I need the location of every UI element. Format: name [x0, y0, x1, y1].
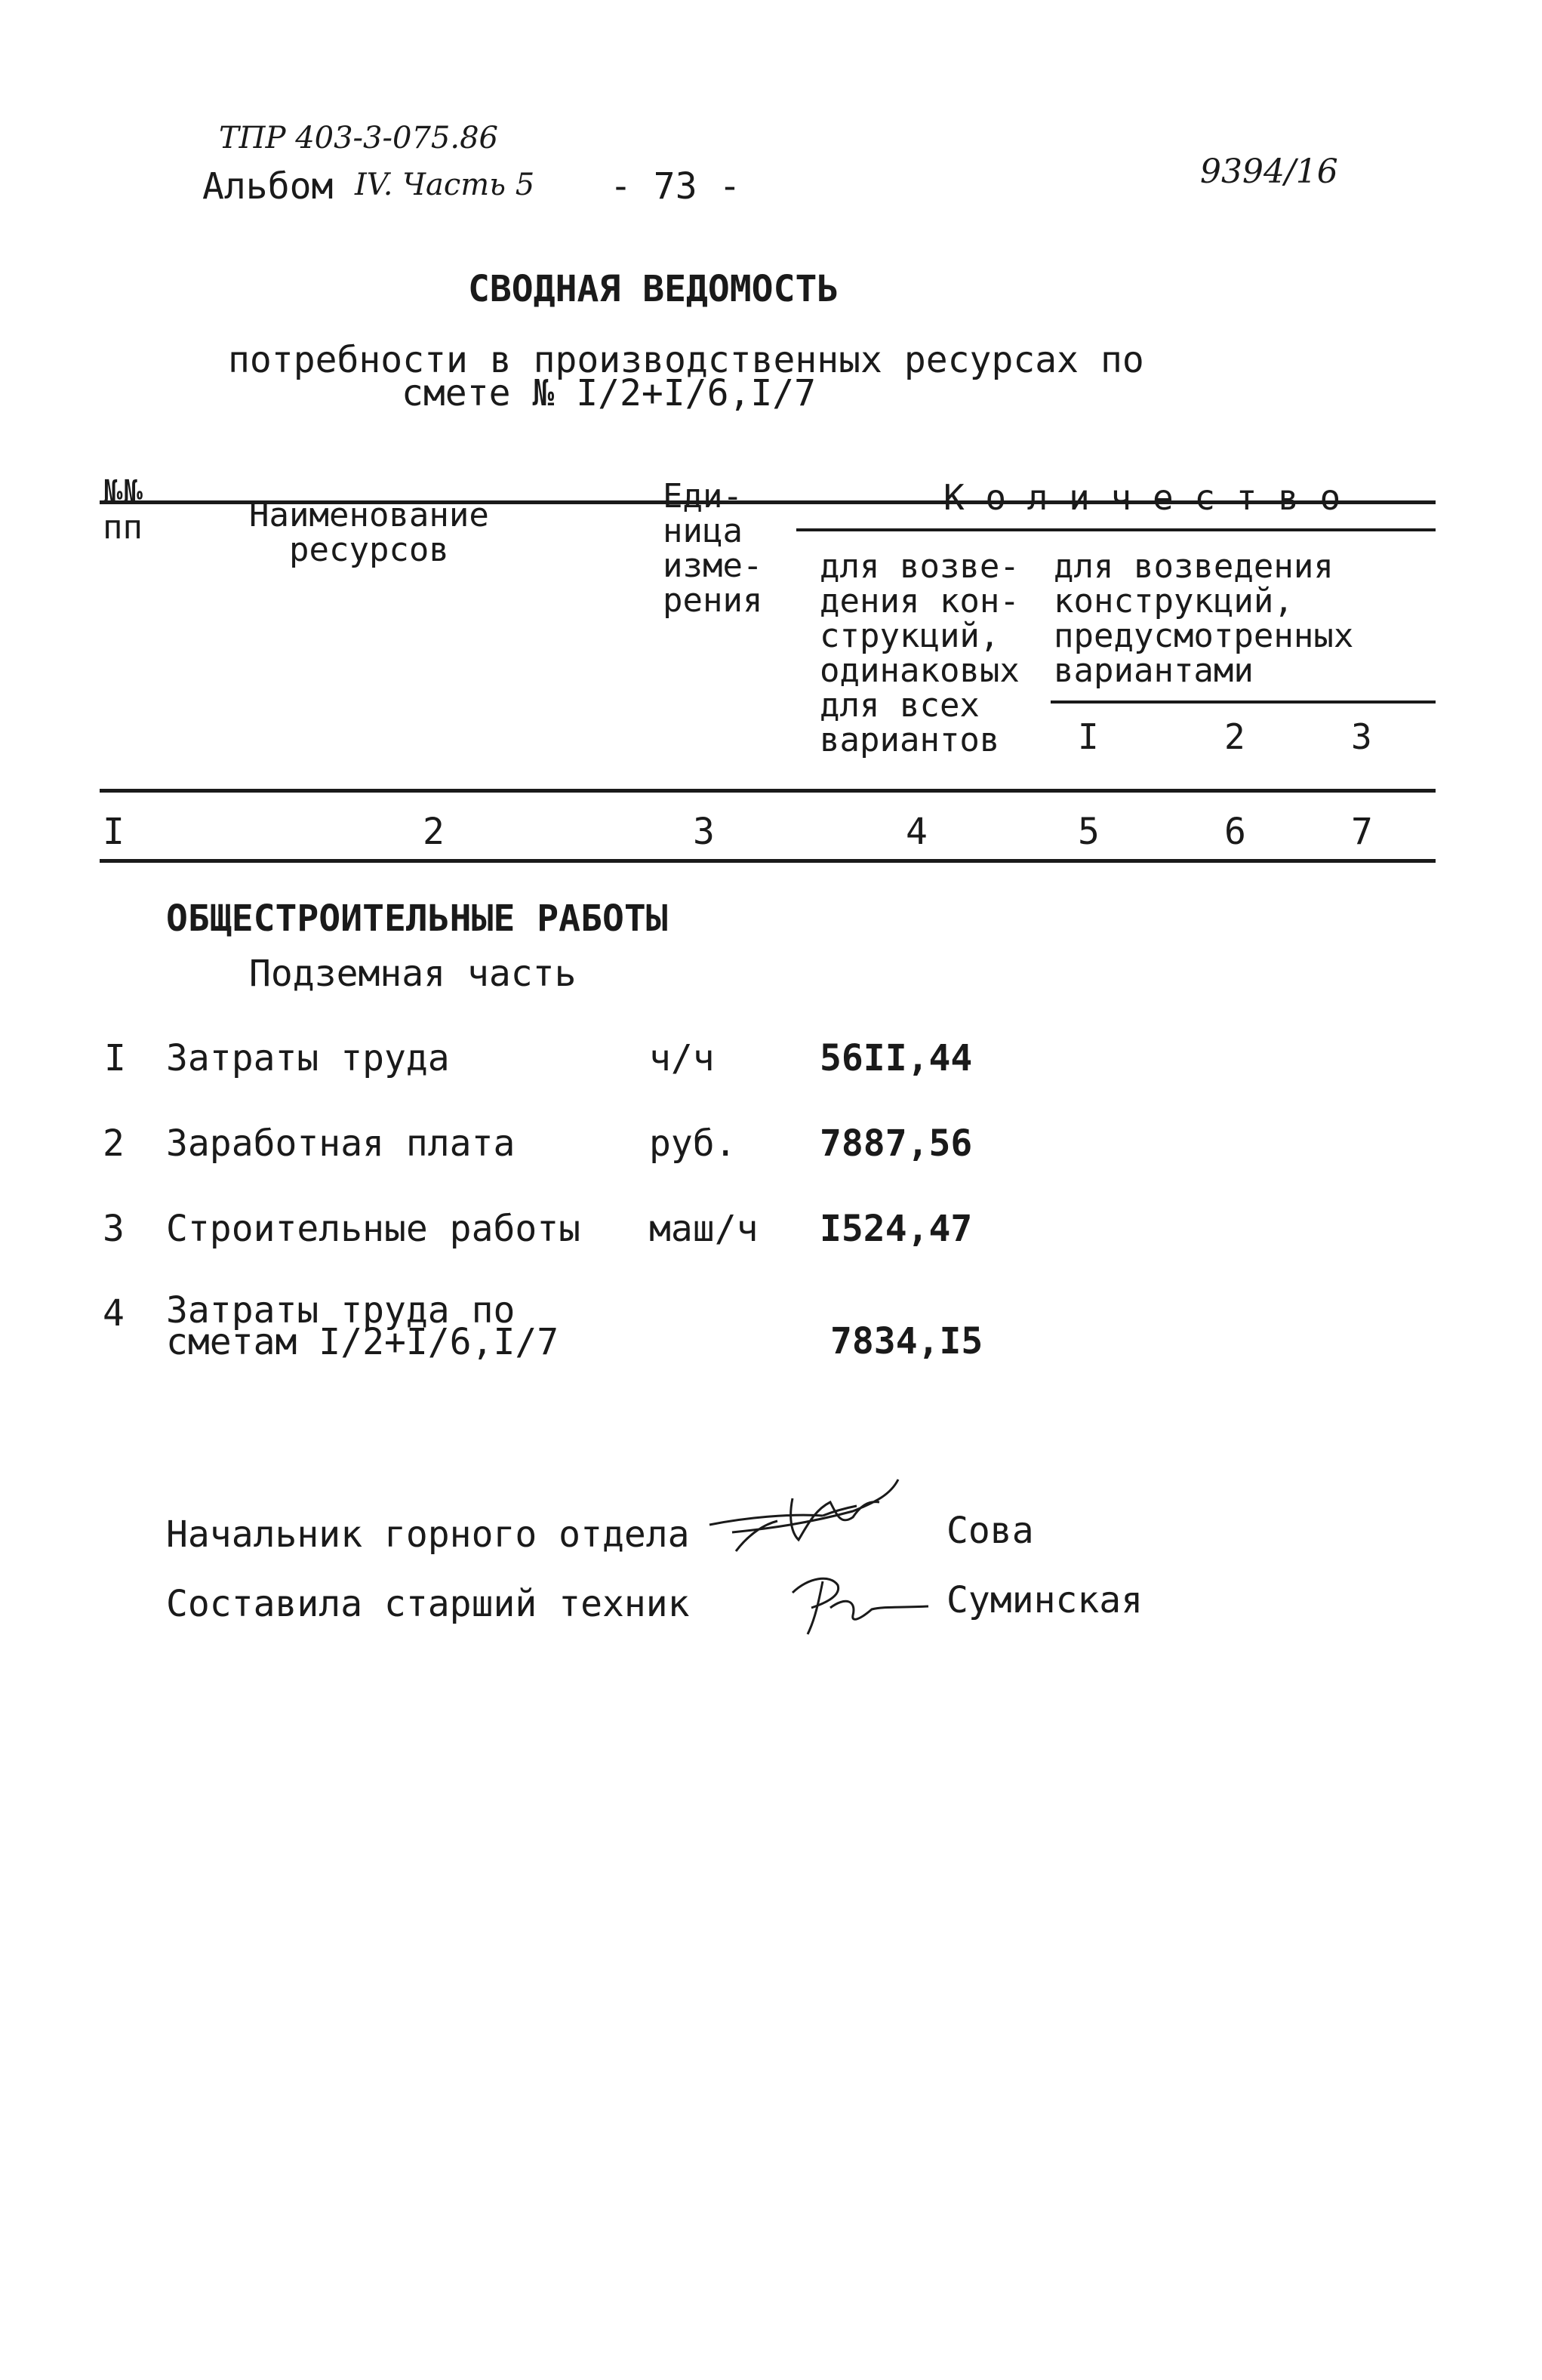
title-line-1: потребности в производственных ресурсах по	[228, 339, 1144, 381]
header-num: №№ пп	[103, 473, 143, 547]
row-1-unit: ч/ч	[649, 1037, 715, 1079]
row-1-value: 56II,44	[820, 1037, 973, 1079]
row-3-unit: маш/ч	[649, 1208, 759, 1250]
row-4-value: 7834,I5	[830, 1320, 983, 1362]
row-3-value: I524,47	[820, 1208, 973, 1250]
page-title: СВОДНАЯ ВЕДОМОСТЬ	[468, 268, 839, 310]
column-number-7: 7	[1351, 811, 1373, 853]
signature-scribble-2	[777, 1563, 951, 1646]
section-title: ОБЩЕСТРОИТЕЛЬНЫЕ РАБОТЫ	[166, 898, 668, 940]
signature-scribble-1	[702, 1472, 928, 1570]
quantity-rule	[796, 528, 1436, 531]
signature-role-1: Начальник горного отдела	[166, 1513, 690, 1556]
row-2-name: Заработная плата	[166, 1122, 516, 1165]
signature-name-1: Сова	[946, 1510, 1034, 1552]
variants-rule	[1051, 700, 1436, 704]
signature-name-2: Суминская	[946, 1579, 1143, 1621]
header-name: Наименование ресурсов	[249, 496, 489, 569]
album-label: Альбом	[202, 165, 334, 208]
header-bottom-rule	[100, 789, 1436, 793]
page-number: - 73 -	[610, 165, 741, 208]
row-3-num: 3	[103, 1208, 125, 1250]
row-4-num: 4	[103, 1292, 125, 1335]
row-3-name: Строительные работы	[166, 1208, 581, 1250]
row-2-unit: руб.	[649, 1122, 737, 1165]
album-value: IV. Часть 5	[355, 168, 535, 202]
header-variant-3: 3	[1351, 716, 1372, 757]
doc-code: ТПР 403-3-075.86	[219, 121, 498, 155]
row-1-num: I	[104, 1037, 126, 1079]
column-number-6: 6	[1224, 811, 1246, 853]
column-number-4: 4	[906, 811, 928, 853]
header-variant-1: I	[1078, 716, 1099, 757]
header-variant-2: 2	[1224, 716, 1245, 757]
title-line-2: смете № I/2+I/6,I/7	[402, 372, 817, 414]
row-4-name: Затраты труда по сметам I/2+I/6,I/7	[166, 1289, 559, 1363]
signature-role-2: Составила старший техник	[166, 1583, 690, 1625]
archive-number: 9394/16	[1200, 152, 1338, 191]
row-1-name: Затраты труда	[166, 1037, 450, 1079]
column-number-3: 3	[693, 811, 715, 853]
header-variants: для возведения конструкций, предусмотренных вариантами	[1054, 547, 1354, 690]
section-subtitle: Подземная часть	[249, 953, 577, 995]
row-2-num: 2	[103, 1122, 125, 1165]
header-common: для возве- дения кон- струкций, одинаковых для всех вариантов	[820, 547, 1020, 759]
column-number-2: 2	[423, 811, 445, 853]
header-quantity: К о л и ч е с т в о	[943, 477, 1341, 518]
row-2-value: 7887,56	[820, 1122, 973, 1165]
column-number-1: I	[103, 811, 125, 853]
header-unit: Еди- ница изме- рения	[663, 477, 763, 620]
numbers-bottom-rule	[100, 859, 1436, 863]
column-number-5: 5	[1078, 811, 1100, 853]
